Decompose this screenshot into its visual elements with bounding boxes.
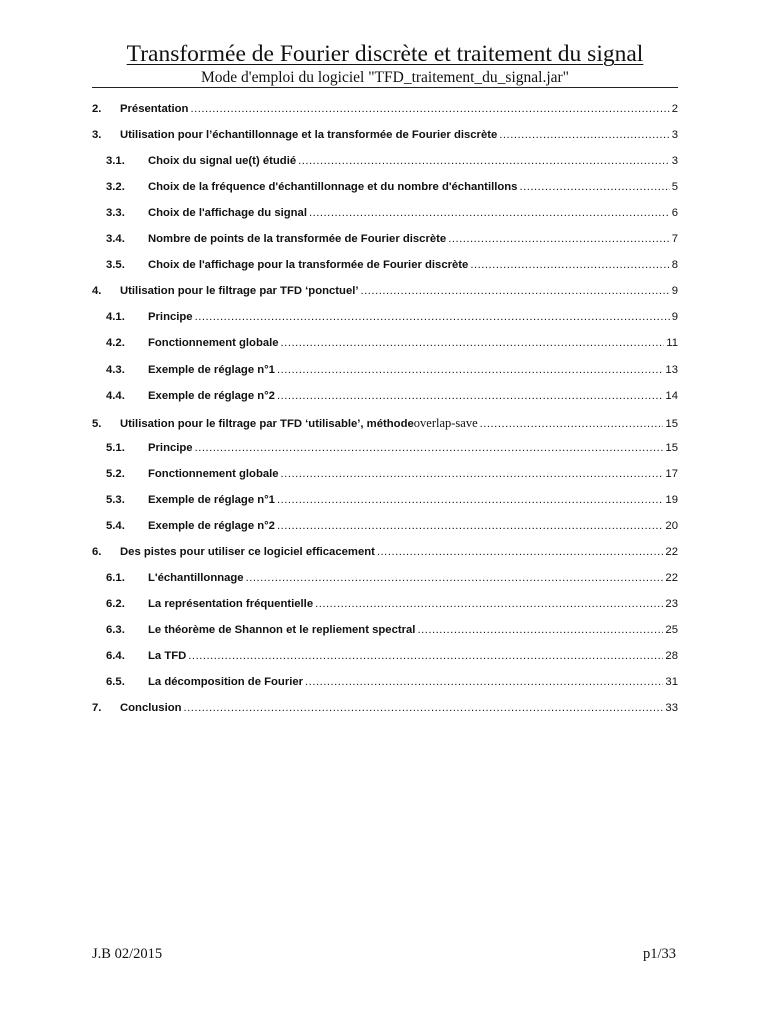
toc-dot-leader xyxy=(277,364,663,376)
toc-entry[interactable] xyxy=(106,572,678,590)
toc-entry-label: La TFD xyxy=(148,650,187,663)
toc-entry-page: 31 xyxy=(665,676,678,689)
toc-entry-page: 5 xyxy=(671,181,678,194)
toc-entry-number: 6. xyxy=(92,545,102,558)
toc-entry-label: Choix de la fréquence d'échantillonnage et du nombre d'échantillons xyxy=(148,181,518,194)
toc-entry-page: 11 xyxy=(666,337,678,350)
toc-entry-label: Fonctionnement globale xyxy=(148,467,279,480)
toc-dot-leader xyxy=(480,418,664,430)
toc-entry-number: 5.1. xyxy=(106,441,125,454)
toc-entry[interactable] xyxy=(106,311,678,329)
toc-entry-number: 3.4. xyxy=(106,233,125,246)
toc-entry-page: 2 xyxy=(671,103,678,115)
toc-entry[interactable] xyxy=(106,207,678,225)
toc-dot-leader xyxy=(281,337,665,349)
toc-dot-leader xyxy=(470,259,669,271)
toc-entry-label: Conclusion xyxy=(120,702,182,715)
toc-entry-label: Des pistes pour utiliser ce logiciel efficacement xyxy=(120,545,375,558)
toc-entry-label: Le théorème de Shannon et le repliement spectral xyxy=(148,624,416,636)
toc-entry-page: 20 xyxy=(665,519,678,532)
toc-dot-leader xyxy=(188,650,663,662)
toc-entry-page: 15 xyxy=(665,441,678,454)
toc-entry-number: 6.5. xyxy=(106,676,125,689)
toc-dot-leader xyxy=(246,572,664,584)
toc-entry-label: Utilisation pour le filtrage par TFD ‘ponctuel’ xyxy=(120,285,359,298)
toc-entry-label: Principe xyxy=(148,441,193,454)
toc-entry-page: 6 xyxy=(671,207,678,220)
toc-entry-label: Choix du signal ue(t) étudié xyxy=(148,155,297,168)
toc-entry-number: 3.1. xyxy=(106,155,125,168)
toc-entry[interactable] xyxy=(106,468,678,486)
footer-author-date: J.B 02/2015 xyxy=(92,946,163,962)
toc-dot-leader xyxy=(190,103,669,115)
toc-entry-label: Choix de l'affichage du signal xyxy=(148,207,307,220)
toc-entry-number: 5.2. xyxy=(106,467,125,480)
toc-entry-number: 2. xyxy=(92,103,102,115)
toc-entry-label: Principe xyxy=(148,311,193,324)
toc-entry[interactable] xyxy=(106,181,678,199)
toc-entry[interactable] xyxy=(106,155,678,173)
toc-entry-page: 7 xyxy=(671,233,678,246)
toc-dot-leader xyxy=(298,155,670,167)
toc-dot-leader xyxy=(277,390,663,402)
toc-entry-page: 19 xyxy=(665,493,678,506)
toc-entry-number: 7. xyxy=(92,702,102,715)
toc-entry[interactable] xyxy=(106,650,678,668)
document-title: Transformée de Fourier discrète et traitement du signal xyxy=(126,41,644,67)
toc-entry-number: 3.3. xyxy=(106,207,125,220)
toc-entry[interactable] xyxy=(106,364,678,382)
toc-entry-label: Exemple de réglage n°2 xyxy=(148,519,275,532)
toc-entry-page: 8 xyxy=(671,259,678,272)
toc-dot-leader xyxy=(519,181,669,193)
toc-entry[interactable] xyxy=(106,598,678,616)
toc-entry-number: 4. xyxy=(92,285,102,298)
toc-dot-leader xyxy=(195,311,670,323)
toc-entry[interactable] xyxy=(106,337,678,355)
toc-entry-number: 4.1. xyxy=(106,311,125,324)
toc-entry-number: 3.2. xyxy=(106,181,125,194)
toc-entry-label: Nombre de points de la transformée de Fourier discrète xyxy=(148,233,447,246)
toc-entry[interactable] xyxy=(92,702,678,720)
toc-entry[interactable] xyxy=(92,129,678,147)
toc-entry-number: 3. xyxy=(92,129,102,142)
toc-dot-leader xyxy=(195,442,664,454)
toc-dot-leader xyxy=(417,624,663,636)
toc-entry[interactable] xyxy=(106,494,678,512)
toc-entry-page: 17 xyxy=(665,467,678,480)
toc-entry[interactable] xyxy=(92,546,678,564)
toc-entry-label: Utilisation pour le filtrage par TFD ‘utilisable’, méthode xyxy=(120,417,414,430)
toc-entry-number: 3.5. xyxy=(106,259,125,272)
toc-dot-leader xyxy=(305,676,663,688)
document-subtitle: Mode d'emploi du logiciel "TFD_traitement_du_signal.jar" xyxy=(200,69,569,86)
toc-dot-leader xyxy=(184,702,664,714)
toc-entry-label: Fonctionnement globale xyxy=(148,337,279,350)
toc-dot-leader xyxy=(377,546,664,558)
toc-entry-number: 6.1. xyxy=(106,571,125,584)
toc-dot-leader xyxy=(448,233,670,245)
toc-dot-leader xyxy=(315,598,663,610)
toc-entry-label-method: overlap-save xyxy=(413,415,478,430)
toc-entry[interactable] xyxy=(92,416,678,434)
toc-entry[interactable] xyxy=(106,624,678,642)
toc-entry-number: 5.3. xyxy=(106,493,125,506)
toc-entry[interactable] xyxy=(106,233,678,251)
toc-entry[interactable] xyxy=(106,442,678,460)
toc-entry-label: Exemple de réglage n°2 xyxy=(148,389,275,402)
toc-entry-label: Choix de l'affichage pour la transformée de Fourier discrète xyxy=(148,259,469,272)
toc-dot-leader xyxy=(309,207,670,219)
toc-entry-page: 15 xyxy=(665,417,678,430)
toc-entry-label: Présentation xyxy=(120,103,189,115)
footer-page-number: p1/33 xyxy=(642,946,676,962)
toc-entry[interactable] xyxy=(106,676,678,694)
toc-entry[interactable] xyxy=(106,259,678,277)
toc-entry-number: 4.3. xyxy=(106,363,125,376)
toc-entry-page: 28 xyxy=(665,650,678,663)
toc-entry[interactable] xyxy=(106,390,678,408)
toc-dot-leader xyxy=(281,468,664,480)
toc-entry-page: 13 xyxy=(665,363,678,376)
toc-entry-page: 14 xyxy=(665,389,678,402)
toc-entry-label: L'échantillonnage xyxy=(148,571,244,584)
toc-dot-leader xyxy=(277,494,663,506)
toc-entry-number: 6.4. xyxy=(106,650,125,663)
toc-entry-page: 33 xyxy=(665,702,678,715)
toc-entry-number: 6.3. xyxy=(106,624,125,636)
toc-entry-page: 23 xyxy=(665,597,678,610)
toc-entry[interactable] xyxy=(106,520,678,538)
toc-entry-number: 5. xyxy=(92,417,102,430)
toc-entry-label: Utilisation pour l’échantillonnage et la transformée de Fourier discrète xyxy=(120,129,498,142)
toc-entry-label: La représentation fréquentielle xyxy=(148,597,314,610)
toc-dot-leader xyxy=(361,285,670,297)
toc-dot-leader xyxy=(499,129,669,141)
toc-entry-label: La décomposition de Fourier xyxy=(148,676,304,689)
toc-entry-page: 25 xyxy=(665,624,678,636)
toc-entry-page: 22 xyxy=(665,571,678,584)
toc-entry-page: 3 xyxy=(671,129,678,142)
toc-entry-page: 22 xyxy=(665,545,678,558)
toc-entry[interactable] xyxy=(92,285,678,303)
toc-entry-number: 4.2. xyxy=(106,337,125,350)
toc-entry-label: Exemple de réglage n°1 xyxy=(148,363,275,376)
toc-entry-page: 3 xyxy=(671,155,678,168)
toc-dot-leader xyxy=(277,520,663,532)
toc-entry-number: 6.2. xyxy=(106,597,125,610)
toc-entry-page: 9 xyxy=(671,311,678,324)
toc-entry-label: Exemple de réglage n°1 xyxy=(148,493,275,506)
toc-entry-number: 5.4. xyxy=(106,519,125,532)
toc-entry-page: 9 xyxy=(671,285,678,298)
toc-entry[interactable] xyxy=(92,103,678,121)
toc-entry-number: 4.4. xyxy=(106,389,125,402)
